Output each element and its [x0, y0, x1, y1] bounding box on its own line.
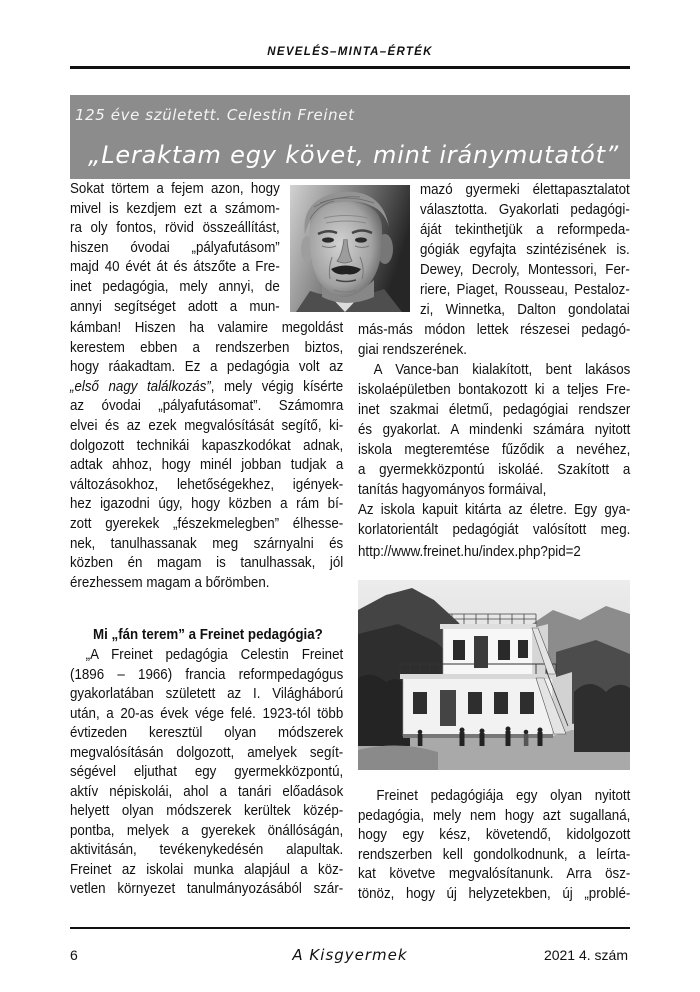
magazine-name: A Kisgyermek [292, 946, 408, 964]
section-heading: Mi „fán terem” a Freinet pedagógia? [93, 627, 323, 643]
text-line: iskolaépületben bontakozott ki a teljes Fre- [358, 382, 631, 398]
intro-text [70, 319, 343, 593]
portrait-photo [290, 185, 410, 312]
text-line: majd 40 évét át és átszőte a Fre- [70, 259, 280, 276]
text-line: hez igazodni úgy, hogy közben a rám bí- [70, 496, 344, 513]
text-line: az óvodai „pályafutásomat”. Számomra [70, 398, 344, 415]
intro-text-narrow [70, 180, 280, 317]
text-line: zi, Winnetka, Dalton gondolatai [420, 302, 630, 318]
text-run: , mely végig kísérte [210, 378, 344, 395]
text-line: megvalósításán dolgozott, amelyek segít- [70, 744, 344, 761]
text-line: évtizeden keresztül olyan módszerek [70, 725, 344, 741]
text-line: változásokhoz, lehetőségekhez, igények- [70, 476, 344, 493]
issue-label: 2021 4. szám [543, 947, 628, 963]
text-line: hogy ráakadtam. Ez a pedagógia volt az [70, 359, 344, 376]
text-line: vetlen környezet tanulmányozásából szár- [70, 881, 344, 897]
text-line: kerestem ebben a rendszerben biztos, [70, 339, 344, 356]
text-line: nek, tanulhassanak meg szárnyalni és [70, 535, 344, 552]
text-line: Freinet pedagógiája egy olyan nyitott [376, 788, 631, 804]
text-line: helyett olyan módszerek kerültek közép- [70, 803, 344, 819]
text-line: inet pedagógia, mely annyi, de [70, 278, 280, 295]
text-line [70, 378, 343, 398]
text-line: elvei és az ezek megvalósítását segítő, ki- [70, 417, 344, 434]
text-line: hogy egy kész, követendő, kidolgozott [358, 827, 631, 844]
text-line: és gyakorlat. A mindenki számára nyitott [358, 422, 631, 438]
text-line: érezhessem magam a bőrömben. [70, 574, 270, 591]
continuation-text [358, 320, 630, 360]
text-line: (1896 – 1966) francia reformpedagógus [70, 666, 344, 683]
text-line: gógiák egyfajta szintézisének is. [420, 242, 630, 258]
text-line: korlatorientált pedagógiát valósított meg. [358, 522, 631, 538]
emphasized-phrase: „első nagy találkozás” [70, 378, 211, 395]
header-rule [70, 66, 630, 69]
text-line: áját tekinthetjük a reformpeda- [420, 222, 630, 238]
text-line: ra oly fontos, rövid összeállítást, [70, 220, 280, 237]
article-title: „Leraktam egy követ, mint iránymutatót” [88, 141, 620, 169]
text-line: iskola megteremtése fűződik a nevéhez, [358, 442, 631, 458]
text-line: tönöz, hogy új helyzetekben, új „problé- [358, 885, 631, 902]
text-line: riere, Piaget, Rousseau, Pestaloz- [420, 282, 630, 298]
text-line: mivel is kezdjem ezt a számom- [70, 200, 280, 217]
text-line: Dewey, Decroly, Montessori, Fer- [420, 262, 630, 278]
text-line: közben én magam is tanulhassak, jól [70, 555, 344, 572]
vance-text-end [358, 500, 630, 540]
text-line: más-más módon lettek részesei pedagó- [358, 322, 631, 338]
text-line: Az iskola kapuit kitárta az életre. Egy gya- [358, 502, 631, 518]
text-line: pontba, melyek a gyerekek önállóságán, [70, 822, 344, 839]
text-line: ségével eljuthat egy gyermekközpontú, [70, 764, 344, 780]
text-line: „A Freinet pedagógia Celestin Freinet [85, 647, 344, 663]
article-kicker: 125 éve született. Celestin Freinet [75, 106, 355, 124]
section-label: NEVELÉS–MINTA–ÉRTÉK [267, 46, 433, 58]
text-line: inet szakmai életmű, pedagógiai rendszer [358, 402, 631, 418]
text-line: a gyermekközpontú iskoláé. Szakított a [358, 462, 631, 478]
page-number: 6 [70, 947, 78, 963]
portrait-image [290, 185, 410, 312]
text-line: aktív népiskolái, ahol a tanári előadások [70, 783, 344, 800]
school-building-photo [358, 580, 630, 770]
text-line: kámban! Hiszen ha valamire megoldást [70, 320, 344, 336]
text-line: mazó gyermeki élettapasztalatot [420, 182, 630, 198]
text-line: hiszen óvodai „pályafutásom” [70, 239, 280, 256]
text-line: Sokat törtem a fejem azon, hogy [70, 181, 280, 197]
vance-text [358, 360, 630, 500]
text-line: rendszerben kell gondolkodnunk, a leírta- [358, 846, 631, 863]
source-link: http://www.freinet.hu/index.php?pid=2 [358, 544, 581, 560]
building-image [358, 580, 630, 770]
text-line: giai rendszerének. [358, 342, 468, 358]
text-line: A Vance-ban kialakított, bent lakásos [373, 362, 631, 378]
text-line: zott gyerekek „fészekmelegben” élhesse- [70, 515, 344, 532]
text-line: adtak ahhoz, hogy minél jobban tudjak a [70, 457, 344, 474]
text-line: annyi segítséget adott a mun- [70, 298, 280, 315]
text-line: dolgozott technikái kapaszkodókat adnak, [70, 437, 344, 454]
history-text [70, 646, 343, 900]
text-line: pedagógia, mely nem hogy azt sugallaná, [358, 807, 631, 824]
text-line: tanítás hagyományos formáival, [358, 482, 547, 498]
open-pedagogy-text [358, 787, 630, 905]
text-line: gyakorlatában született az I. Világháború [70, 686, 344, 702]
text-line: Freinet az iskolai munka alapjául a köz- [70, 861, 344, 878]
text-line: választotta. Gyakorlati pedagógi- [420, 202, 630, 218]
footer-rule [70, 927, 630, 929]
text-line: aktivitásán, tevékenykedésén alapultak. [70, 842, 344, 858]
text-line: kat követve megvalósítanunk. Arra ösz- [358, 866, 631, 883]
continuation-text-narrow [420, 180, 630, 320]
text-line: után, a 20-as évek vége felé. 1923-tól több [70, 705, 344, 722]
